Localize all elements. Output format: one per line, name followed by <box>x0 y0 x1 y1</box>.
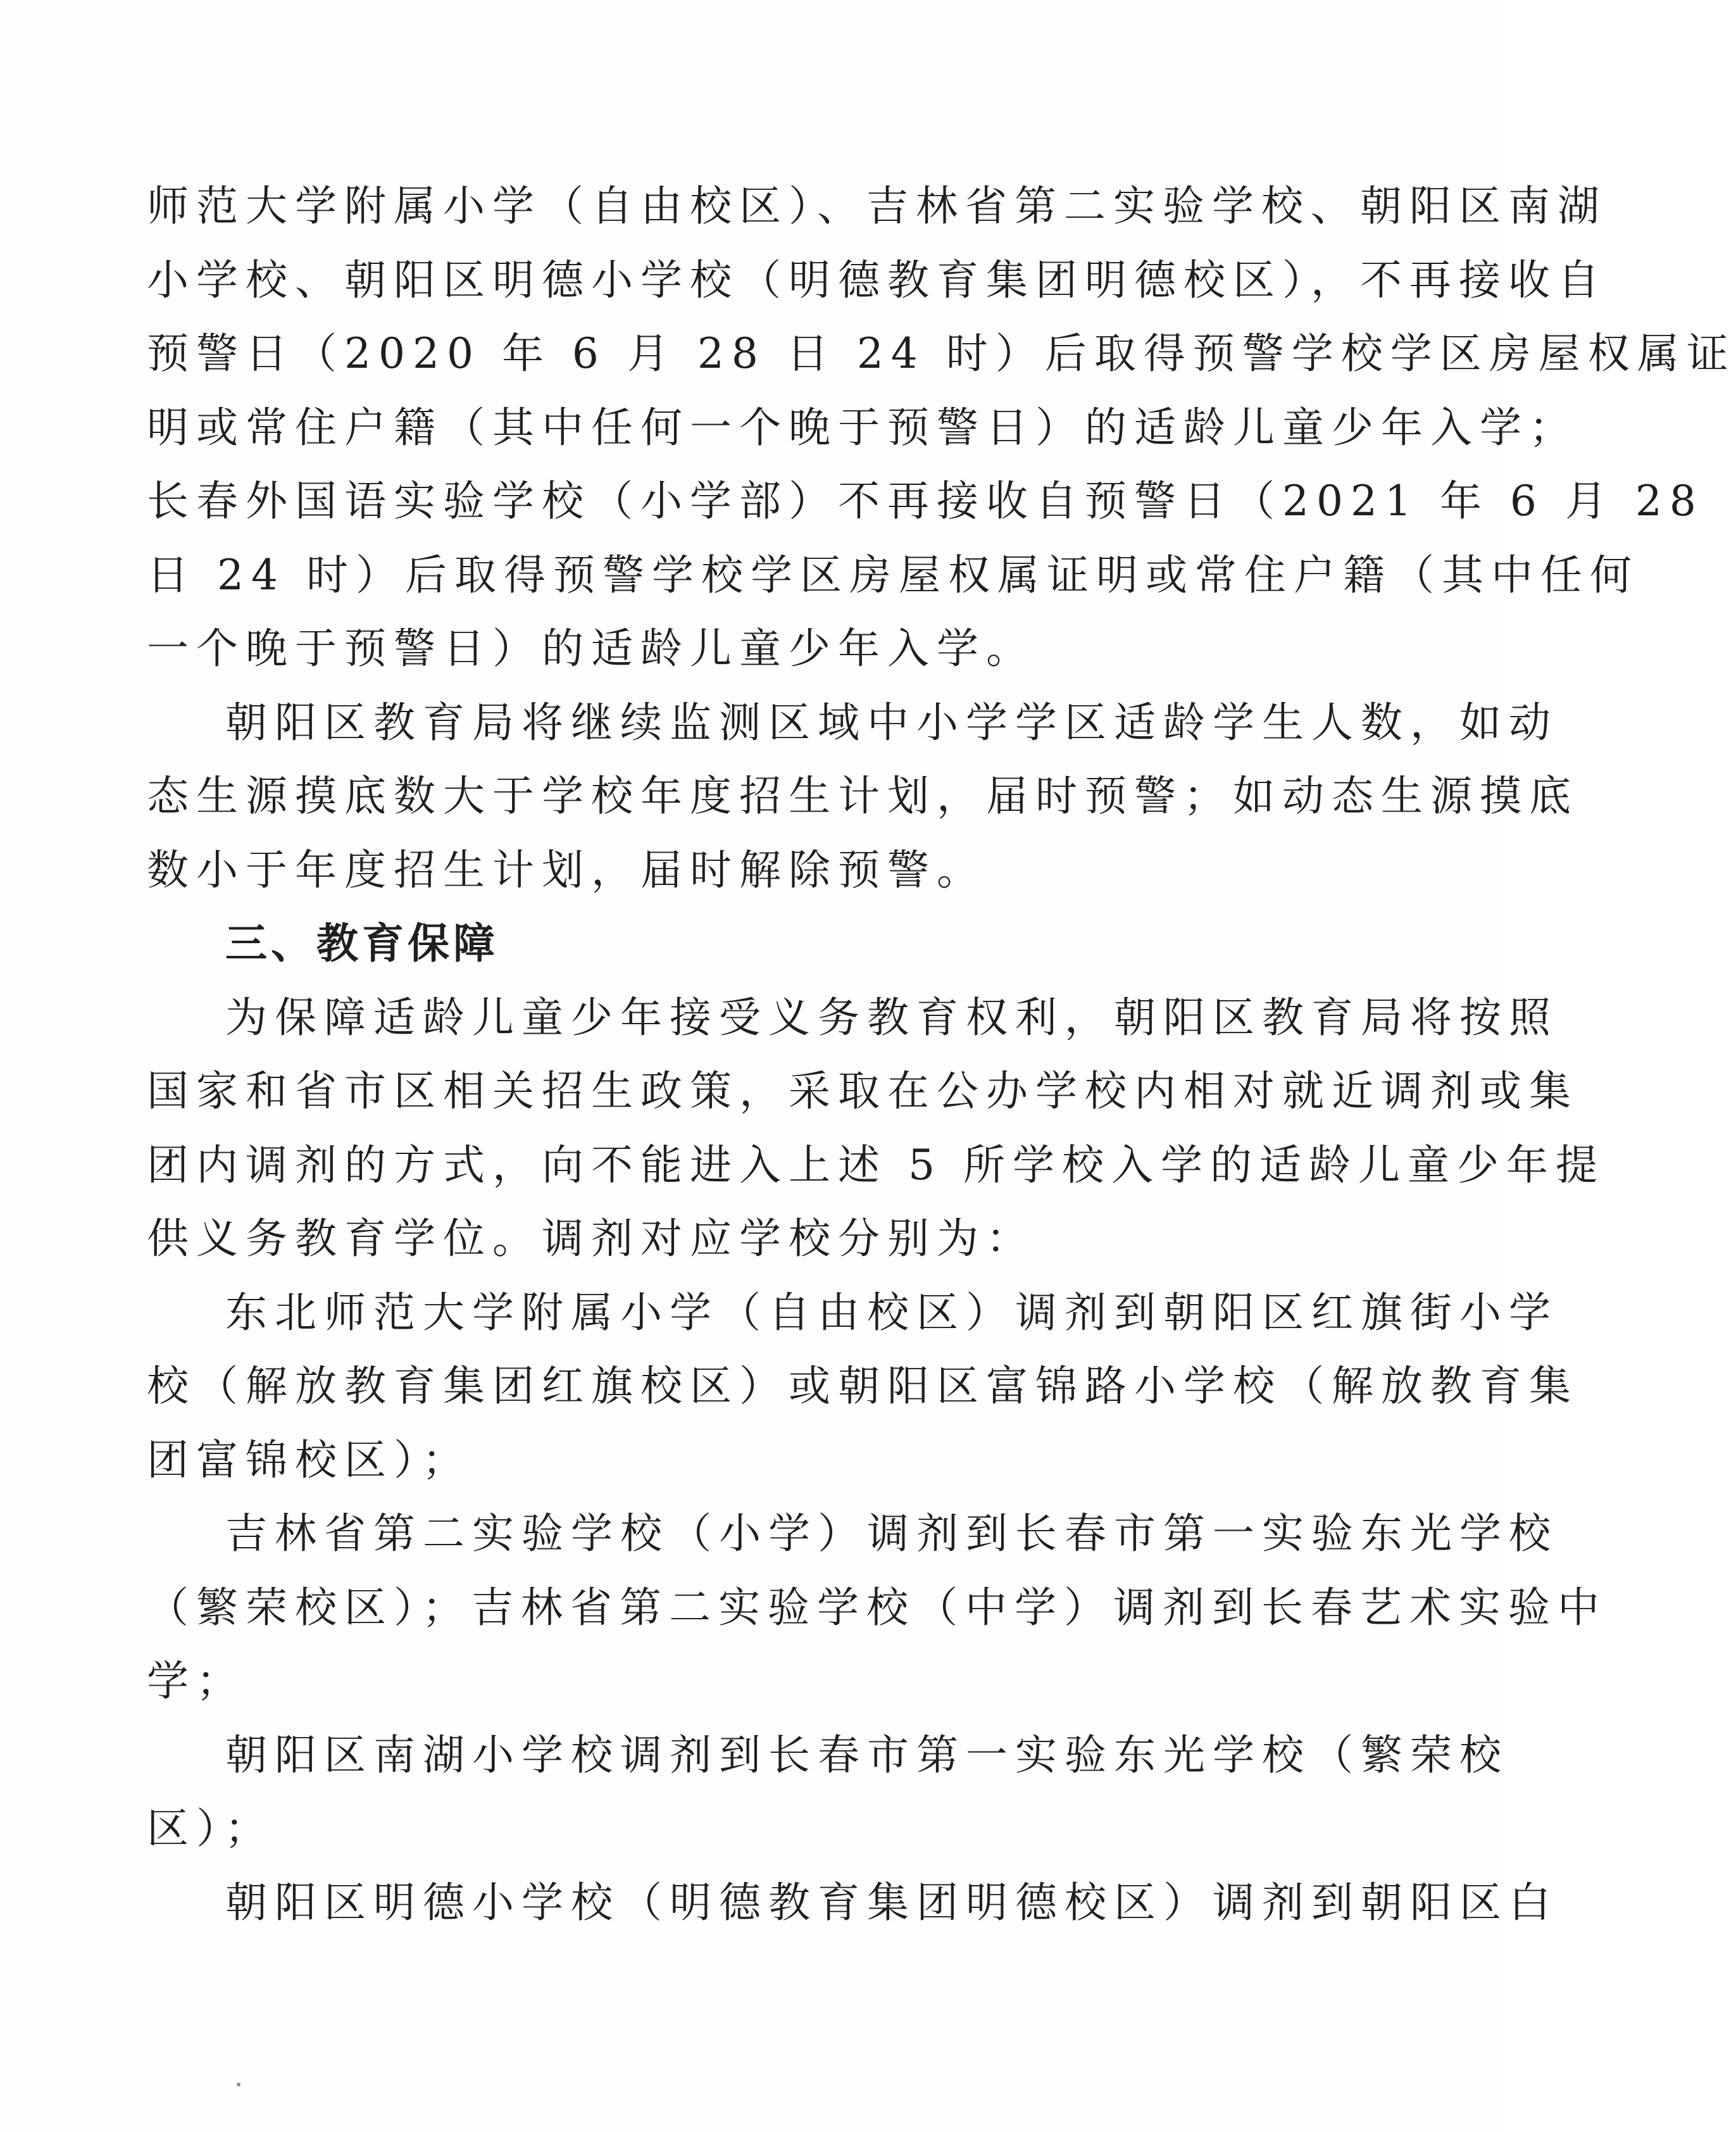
section-heading: 三、教育保障 <box>225 919 499 968</box>
paragraph-first-line: 东北师范大学附属小学（自由校区）调剂到朝阳区红旗街小学 <box>225 1288 1558 1337</box>
text-line: 态生源摸底数大于学校年度招生计划，届时预警；如动态生源摸底 <box>147 772 1578 820</box>
text-line: 团内调剂的方式，向不能进入上述 5 所学校入学的适龄儿童少年提 <box>147 1140 1605 1189</box>
paragraph-first-line: 朝阳区南湖小学校调剂到长春市第一实验东光学校（繁荣校 <box>225 1730 1509 1779</box>
text-line: 一个晚于预警日）的适龄儿童少年入学。 <box>147 624 1035 673</box>
text-line: （繁荣校区）；吉林省第二实验学校（中学）调剂到长春艺术实验中 <box>147 1583 1607 1632</box>
text-line: 长春外国语实验学校（小学部）不再接收自预警日（2021 年 6 月 28 <box>147 477 1704 525</box>
paragraph-first-line: 吉林省第二实验学校（小学）调剂到长春市第一实验东光学校 <box>225 1509 1558 1558</box>
text-line: 校（解放教育集团红旗校区）或朝阳区富锦路小学校（解放教育集 <box>147 1362 1578 1410</box>
text-line: 数小于年度招生计划，届时解除预警。 <box>147 845 986 894</box>
text-line: 学； <box>147 1657 246 1705</box>
text-line: 预警日（2020 年 6 月 28 日 24 时）后取得预警学校学区房屋权属证 <box>147 329 1736 378</box>
text-line: 国家和省市区相关招生政策，采取在公办学校内相对就近调剂或集 <box>147 1067 1578 1115</box>
paragraph-first-line: 朝阳区明德小学校（明德教育集团明德校区）调剂到朝阳区白 <box>225 1878 1558 1927</box>
text-line: 小学校、朝阳区明德小学校（明德教育集团明德校区），不再接收自 <box>147 255 1607 304</box>
text-line: 区）； <box>147 1804 274 1853</box>
text-line: 团富锦校区）； <box>147 1435 471 1484</box>
paragraph-first-line: 朝阳区教育局将继续监测区域中小学学区适龄学生人数，如动 <box>225 698 1558 747</box>
text-line: 供义务教育学位。调剂对应学校分别为： <box>147 1214 1035 1263</box>
scan-speck <box>237 2083 240 2086</box>
text-line: 师范大学附属小学（自由校区）、吉林省第二实验学校、朝阳区南湖 <box>147 182 1607 230</box>
paragraph-first-line: 为保障适龄儿童少年接受义务教育权利，朝阳区教育局将按照 <box>225 993 1558 1042</box>
document-body <box>147 170 1736 1940</box>
text-line: 日 24 时）后取得预警学校学区房屋权属证明或常住户籍（其中任何 <box>147 550 1639 599</box>
text-line: 明或常住户籍（其中任何一个晚于预警日）的适龄儿童少年入学； <box>147 403 1578 452</box>
